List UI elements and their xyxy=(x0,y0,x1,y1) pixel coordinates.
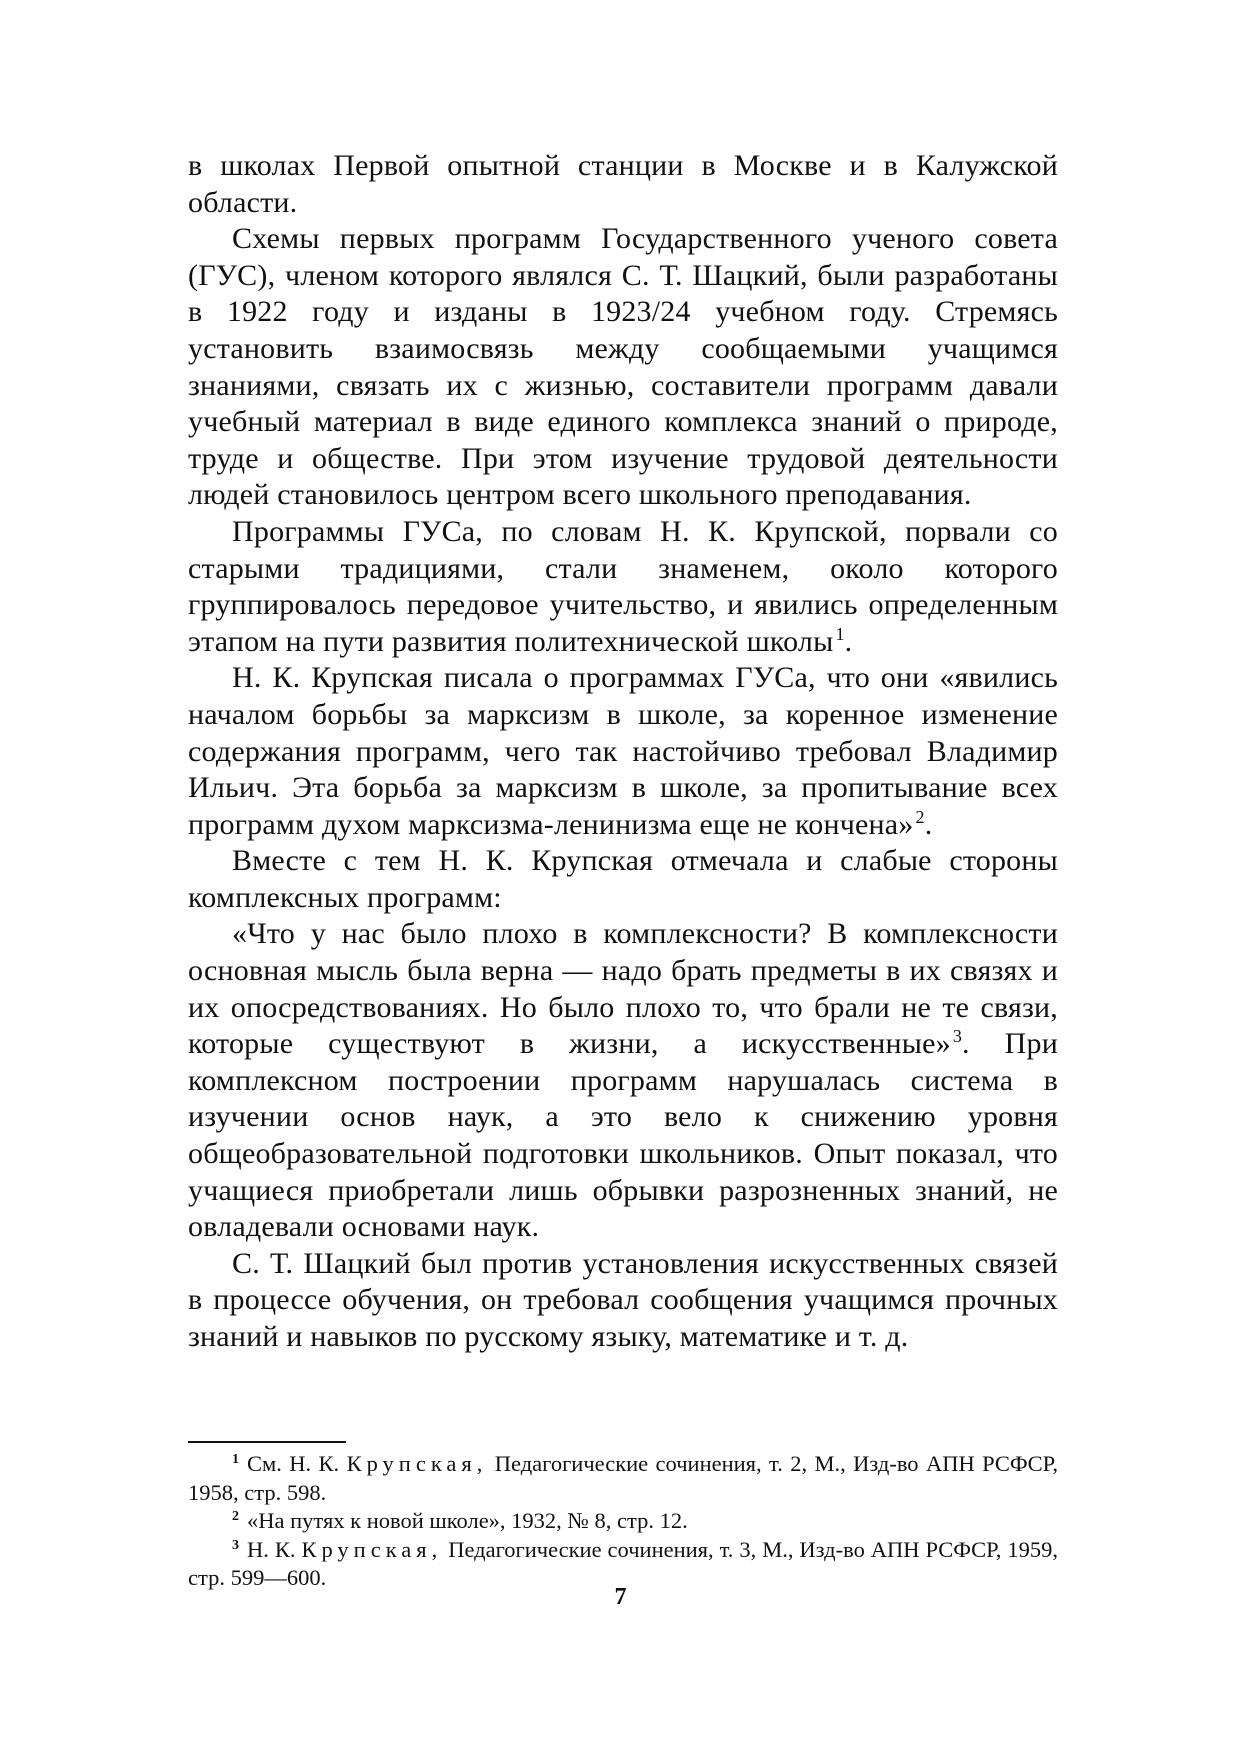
paragraph-end: . xyxy=(844,624,853,658)
paragraph-text: Н. К. Крупская писала о программах ГУСа, что они «явились началом борьбы за марксизм в школе, за коренное изменение содержания программ, чего так настойчиво требовал Владимир Ильич. Эта борьба за марксизм в школе, за пропитывание всех программ духом марксизма-ленинизма еще не кончена» xyxy=(188,661,1058,841)
footnote-author: Крупская, xyxy=(346,1451,488,1476)
page-number: 7 xyxy=(614,1584,627,1610)
footnote-source: «На путях к новой школе», 1932, № 8, стр. 12. xyxy=(247,1508,688,1533)
footnote-source: Педагогические сочинения, т. 3, М., Изд-во АПН РСФСР, 1959, стр. 599—600. xyxy=(188,1536,1058,1590)
paragraph-krupskaya-opinion xyxy=(188,514,1058,660)
main-text xyxy=(188,148,1058,1356)
paragraph-weaknesses: Вместе с тем Н. К. Крупская отмечала и слабые стороны комплексных программ: xyxy=(188,844,1058,914)
paragraph-gus-programs: Схемы первых программ Государственного ученого совета (ГУС), членом которого являлся С. Т. Шацкий, были разработаны в 1922 году и изданы в 1923/24 учебном году. Стремясь установить взаимосвязь между сообщаемыми учащимся знаниями, связать их с жизнью, составители программ давали учебный материал в виде единого комплекса знаний о природе, труде и обществе. При этом изучение трудовой деятельности людей становилось центром всего школьного преподавания. xyxy=(188,222,1058,512)
paragraph-text: . При комплексном построении программ нарушалась система в изучении основ наук, а это вело к снижению уровня общеобразовательной подготовки школьников. Опыт показал, что учащиеся приобретали лишь обрывки разрозненных знаний, не овладевали основами наук. xyxy=(188,1027,1058,1244)
paragraph-continuation: в школах Первой опытной станции в Москве и в Калужской области. xyxy=(188,149,1058,219)
footnote-number: 2 xyxy=(232,1509,239,1524)
footnote-number: 1 xyxy=(232,1452,239,1467)
footnote-prefix: См. Н. К. xyxy=(247,1451,347,1476)
footnote-reference[interactable]: 3 xyxy=(952,1026,963,1047)
footnote-number: 3 xyxy=(232,1537,239,1553)
footnote-prefix: Н. К. xyxy=(247,1536,302,1562)
paragraph-shatsky: С. Т. Шацкий был против установления искусственных связей в процессе обучения, он требовал сообщения учащимся прочных знаний и навыков по русскому языку, математике и т. д. xyxy=(188,1246,1058,1353)
footnote-reference[interactable]: 2 xyxy=(915,806,925,827)
paragraph-text: «Что у нас было плохо в комплексности? В комплексности основная мысль была верна — надо брать предметы в их связях и их опосредствованиях. Но было плохо то, что брали не те связи, которые существуют в жизни, а искусственные» xyxy=(188,917,1058,1061)
paragraph-end: . xyxy=(924,807,933,841)
footnotes xyxy=(188,1450,1058,1593)
footnote-source: Педагогические сочинения, т. 2, М., Изд-во АПН РСФСР, 1958, стр. 598. xyxy=(188,1451,1058,1505)
footnote-divider xyxy=(188,1441,346,1443)
paragraph-complexity-quote xyxy=(188,916,1058,1245)
footnote-2 xyxy=(188,1507,1058,1536)
footnote-author: Крупская, xyxy=(301,1536,443,1562)
paragraph-krupskaya-quote xyxy=(188,660,1058,843)
paragraph-text: Программы ГУСа, по словам Н. К. Крупской, порвали со старыми традициями, стали знаменем, около которого группировалось передовое учительство, и явились определенным этапом на пути развития политехнической школы xyxy=(188,514,1058,658)
footnote-1 xyxy=(188,1450,1058,1507)
footnote-reference[interactable]: 1 xyxy=(835,623,845,644)
